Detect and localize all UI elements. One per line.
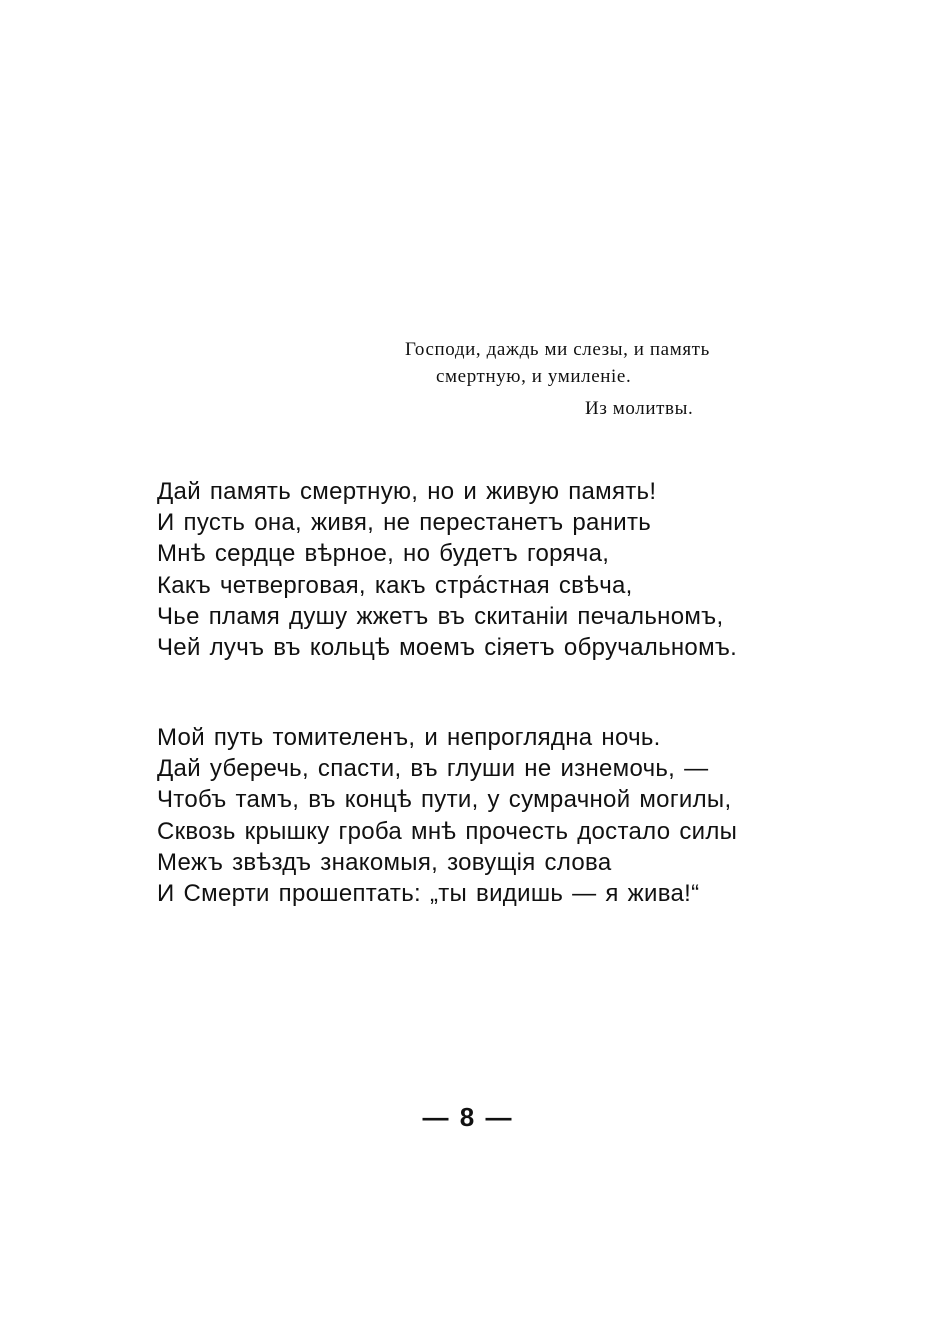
- verse-line: И пусть она, живя, не перестанетъ ранить: [157, 509, 652, 537]
- poem-stanza-1: [157, 476, 857, 663]
- poem-stanza-2: [157, 722, 857, 909]
- verse-line: Дай уберечь, спасти, въ глуши не изнемочь, —: [157, 755, 709, 783]
- epigraph: [0, 0, 936, 430]
- verse-line: И Смерти прошептать: „ты видишь — я жива!“: [157, 880, 700, 908]
- verse-line: Какъ четверговая, какъ стра́стная свѣча,: [157, 571, 633, 599]
- verse-line: Мой путь томителенъ, и непроглядна ночь.: [157, 724, 661, 751]
- verse-line: Чтобъ тамъ, въ концѣ пути, у сумрачной могилы,: [157, 786, 732, 814]
- verse-line: Дай память смертную, но и живую память!: [157, 478, 657, 505]
- verse-line: Чей лучъ въ кольцѣ моемъ сіяетъ обручальномъ.: [157, 634, 738, 662]
- epigraph-source: Из молитвы.: [585, 398, 694, 419]
- verse-line: Межъ звѣздъ знакомыя, зовущія слова: [157, 848, 612, 876]
- page-number: — 8 —: [422, 1102, 514, 1132]
- verse-line: Сквозь крышку гроба мнѣ прочесть достало силы: [157, 817, 738, 845]
- epigraph-line: Господи, даждь ми слезы, и память: [405, 339, 710, 360]
- verse-line: Чье пламя душу жжетъ въ скитаніи печальномъ,: [157, 602, 724, 630]
- verse-line: Мнѣ сердце вѣрное, но будетъ горяча,: [157, 540, 610, 568]
- epigraph-line: смертную, и умиленіе.: [436, 366, 632, 387]
